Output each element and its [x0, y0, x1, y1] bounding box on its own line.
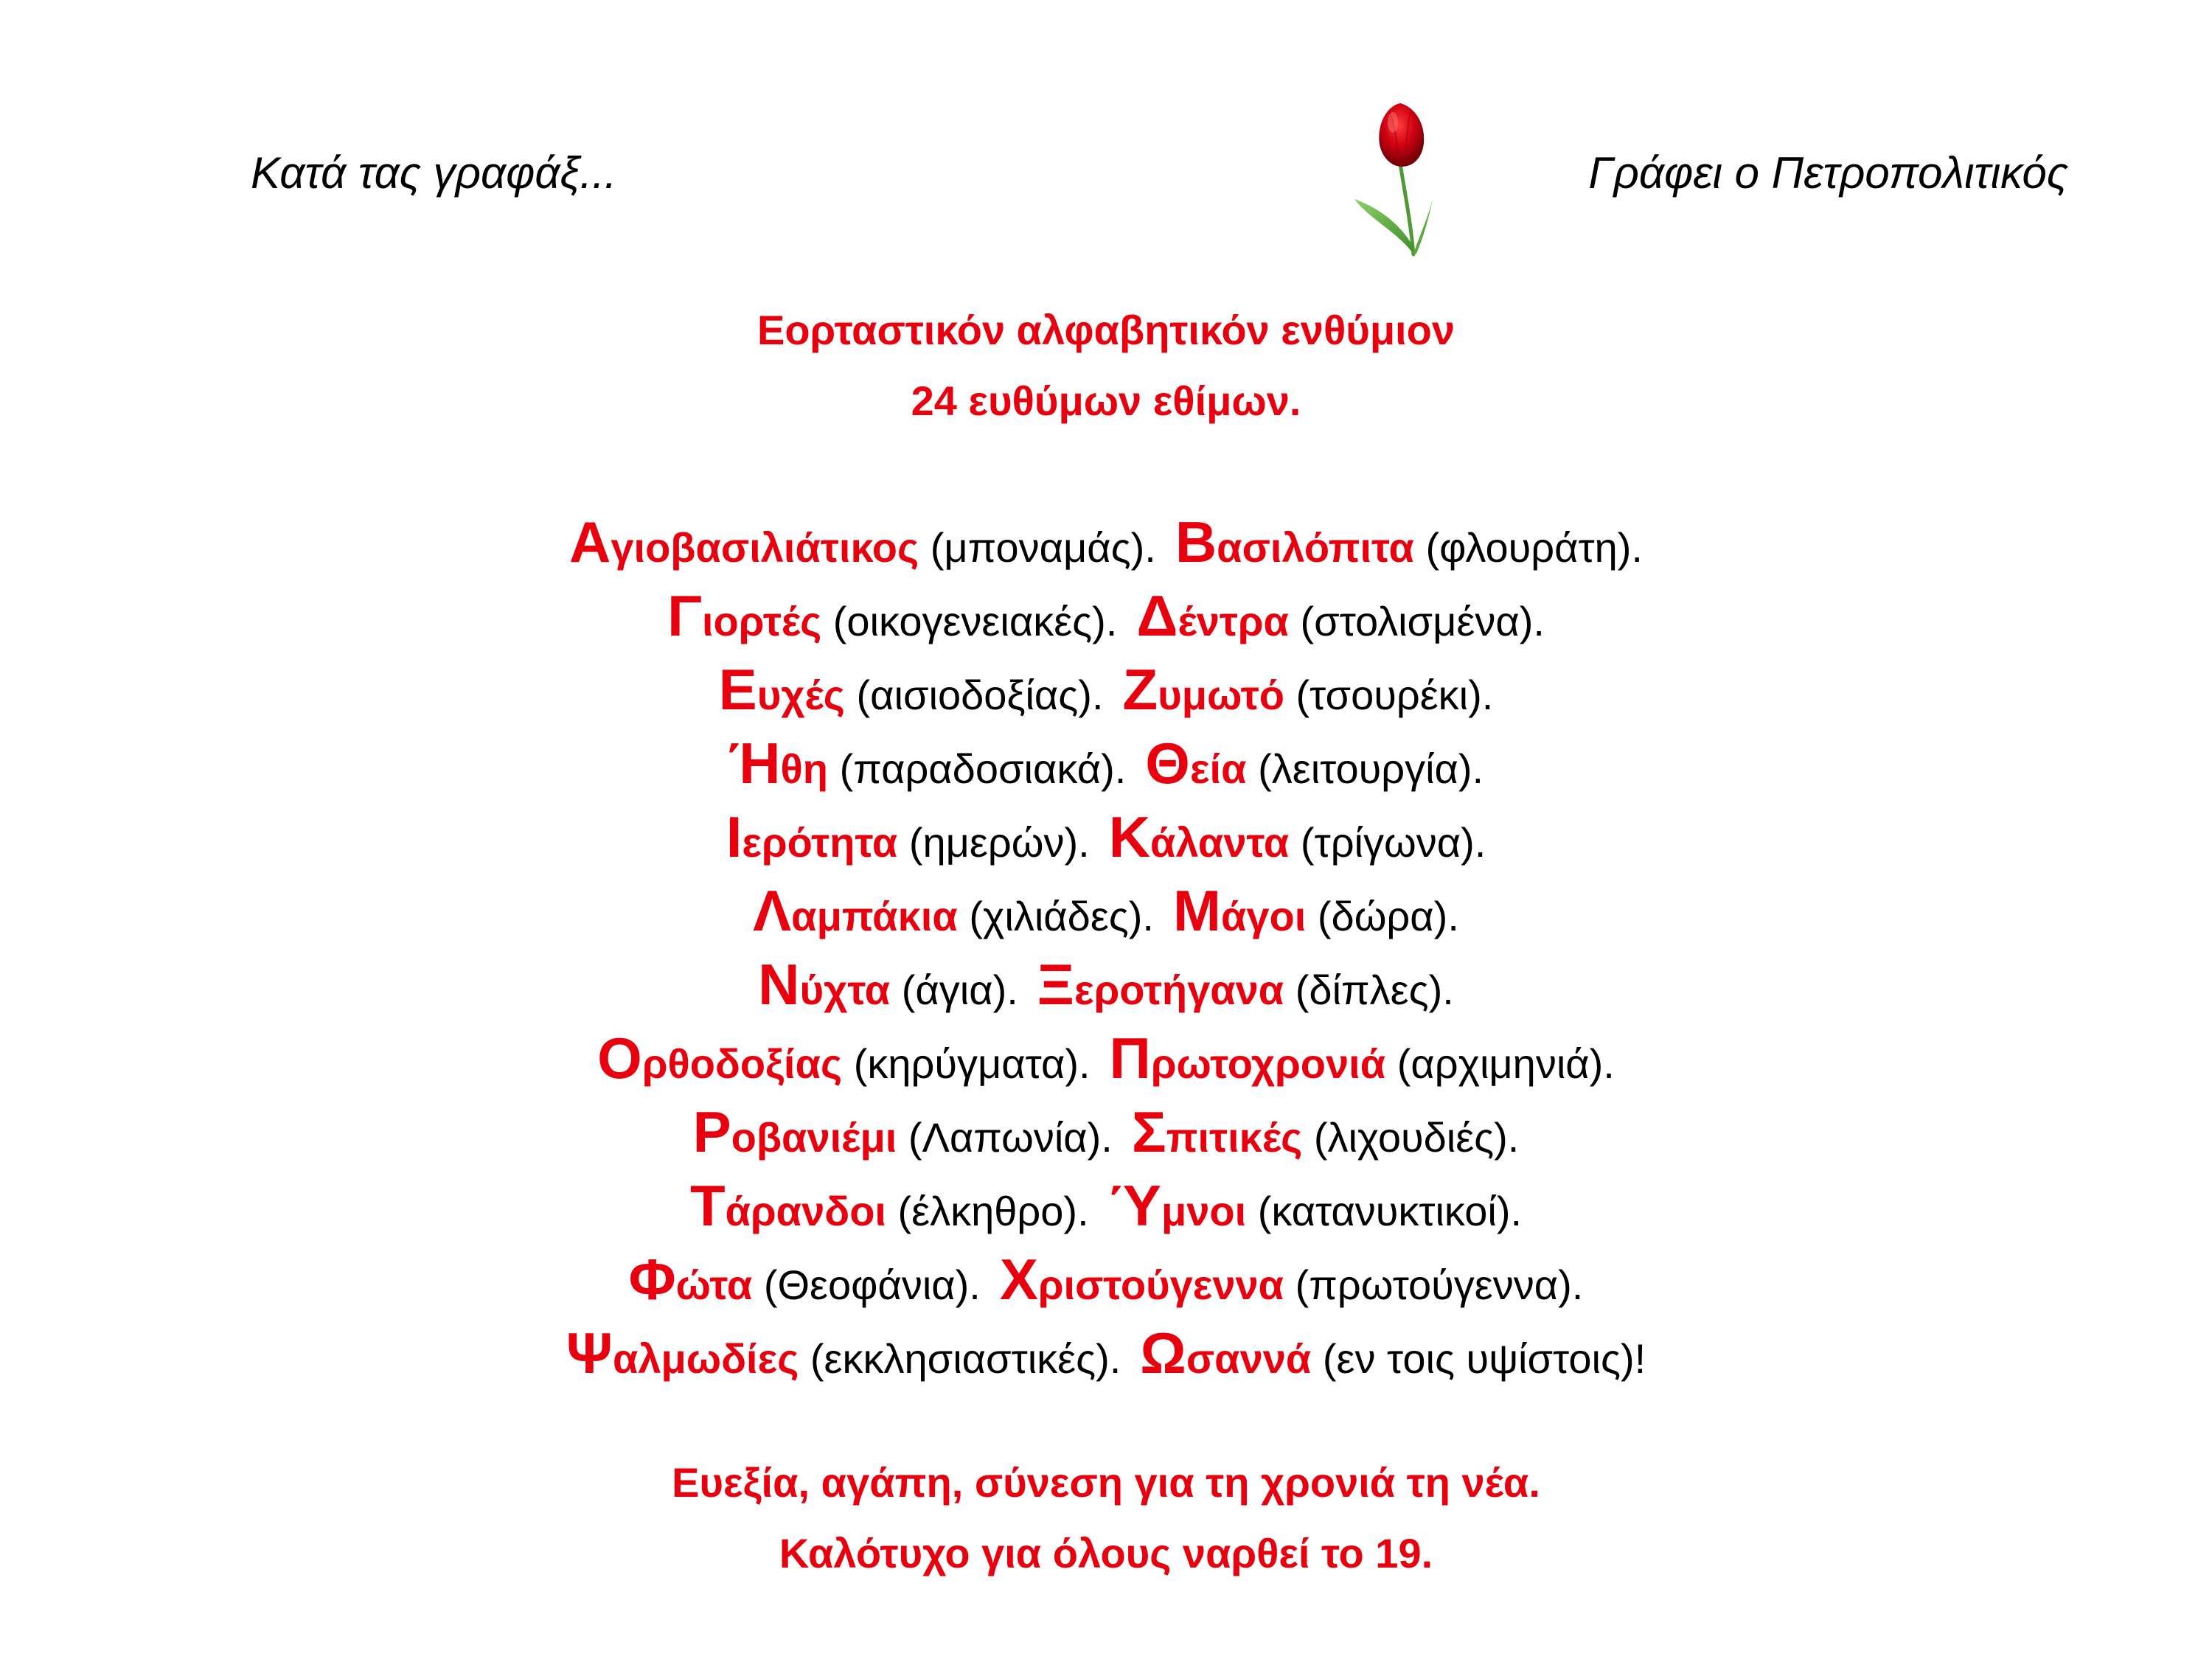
entry-word: άρανδοι — [725, 1188, 886, 1234]
entry-word: έντρα — [1178, 598, 1289, 644]
entry-word: θη — [780, 745, 829, 792]
entry-note: (οικογενειακές). — [832, 598, 1118, 644]
entry-note: (έλκηθρο). — [897, 1188, 1089, 1234]
entry-initial: Χ — [999, 1247, 1038, 1312]
entry-initial: Σ — [1131, 1099, 1166, 1164]
closing-line-1: Ευεξία, αγάπη, σύνεση για τη χρονιά τη νέα. — [672, 1459, 1540, 1506]
entry-note: (λειτουργία). — [1258, 745, 1484, 792]
entry-line — [0, 726, 2212, 800]
entry-note: (εκκλησιαστικές). — [810, 1335, 1121, 1382]
entry — [1175, 509, 1643, 574]
entry-note: (παραδοσιακά). — [839, 745, 1127, 792]
red-tulip-icon — [1346, 96, 1456, 258]
entry-note: (φλουράτη). — [1425, 524, 1643, 571]
entry — [1037, 952, 1454, 1017]
entry — [667, 583, 1118, 648]
header-right-text: Γράφει ο Πετροπολιτικός — [1588, 148, 2068, 198]
entry-initial: Ρ — [692, 1099, 731, 1164]
entry-line — [0, 505, 2212, 579]
entry — [1108, 804, 1486, 869]
closing-line-2: Καλότυχο για όλους ναρθεί το 19. — [779, 1530, 1433, 1576]
entry-word: άλαντα — [1150, 819, 1290, 866]
entry-initial: Λ — [753, 878, 792, 943]
entry — [728, 731, 1127, 796]
entry — [1131, 1099, 1520, 1164]
entry — [628, 1247, 981, 1312]
entry-word: σαννά — [1186, 1335, 1312, 1382]
entry-initial: Ύ — [1107, 1173, 1161, 1238]
entry-initial: Ψ — [566, 1321, 613, 1385]
entry-initial: Δ — [1136, 583, 1178, 648]
entry-initial: Φ — [628, 1247, 676, 1312]
entry — [1109, 1026, 1615, 1091]
entry-word: υμωτό — [1158, 672, 1284, 718]
entry-word: αλμωδίες — [612, 1335, 799, 1382]
entry-initial: Ν — [758, 952, 800, 1017]
entry — [692, 1099, 1113, 1164]
entry-word: υχές — [757, 672, 845, 718]
entry — [1145, 731, 1484, 796]
entry-initial: Ξ — [1037, 952, 1074, 1017]
entry — [726, 804, 1090, 869]
entry-word: ιορτές — [701, 598, 822, 644]
entry-word: ύχτα — [799, 967, 891, 1013]
entry-note: (τρίγωνα). — [1300, 819, 1486, 866]
entry — [753, 878, 1154, 943]
entry-initial: Ο — [597, 1026, 642, 1091]
entry-word: μνοι — [1161, 1188, 1247, 1234]
entry — [1136, 583, 1545, 648]
entry-initial: Ω — [1140, 1321, 1186, 1385]
entry — [1122, 657, 1494, 722]
entry — [689, 1173, 1089, 1238]
entry — [1173, 878, 1459, 943]
entry-word: γιοβασιλιάτικος — [611, 524, 919, 571]
title-line-1: Εορταστικόν αλφαβητικόν ενθύμιον — [757, 307, 1455, 353]
entry-note: (δίπλες). — [1295, 967, 1454, 1013]
entry — [1140, 1321, 1646, 1385]
entry-note: (τσουρέκι). — [1295, 672, 1494, 718]
entry-note: (κατανυκτικοί). — [1257, 1188, 1523, 1234]
entry-word: ρωτοχρονιά — [1150, 1040, 1386, 1087]
entry-initial: Ή — [728, 731, 781, 796]
entry-note: (Λαπωνία). — [908, 1114, 1113, 1161]
entry-word: αμπάκια — [791, 893, 958, 939]
entry-line — [0, 1242, 2212, 1316]
entry-line — [0, 874, 2212, 947]
entry-line — [0, 1169, 2212, 1242]
entry-initial: Π — [1109, 1026, 1151, 1091]
entry-initial: Μ — [1173, 878, 1221, 943]
entry-word: ρθοδοξίας — [641, 1040, 843, 1087]
entry-note: (αρχιμηνιά). — [1397, 1040, 1615, 1087]
entry-line — [0, 579, 2212, 653]
entry — [566, 1321, 1121, 1385]
entry-word: εία — [1189, 745, 1247, 792]
entry-line — [0, 653, 2212, 726]
entry-line — [0, 1095, 2212, 1169]
entry — [569, 509, 1156, 574]
entry-note: (κηρύγματα). — [853, 1040, 1091, 1087]
alphabet-entries — [0, 505, 2212, 1390]
title-line-2: 24 ευθύμων εθίμων. — [911, 378, 1301, 424]
entry — [1107, 1173, 1523, 1238]
entry — [597, 1026, 1091, 1091]
entry-initial: Β — [1175, 509, 1217, 574]
entry-word: οβανιέμι — [731, 1114, 897, 1161]
entry-word: ριστούγεννα — [1037, 1262, 1284, 1308]
entry-word: ερότητα — [742, 819, 898, 866]
entry-note: (Θεοφάνια). — [763, 1262, 981, 1308]
entry-line — [0, 947, 2212, 1021]
entry-line — [0, 1021, 2212, 1095]
entry-note: (ημερών). — [908, 819, 1090, 866]
main-content — [0, 295, 2212, 1589]
entry-word: ασιλόπιτα — [1217, 524, 1414, 571]
entry-note: (δώρα). — [1317, 893, 1459, 939]
entry — [718, 657, 1104, 722]
entry-word: άγοι — [1220, 893, 1307, 939]
entry — [758, 952, 1018, 1017]
entry-note: (άγια). — [901, 967, 1018, 1013]
entry-initial: Ε — [718, 657, 757, 722]
entry-word: εροτήγανα — [1074, 967, 1284, 1013]
entry-note: (λιχουδιές). — [1313, 1114, 1520, 1161]
entry-note: (χιλιάδες). — [969, 893, 1154, 939]
entry — [999, 1247, 1584, 1312]
entry-initial: Ζ — [1122, 657, 1158, 722]
entry-initial: Θ — [1145, 731, 1190, 796]
entry-note: (μποναμάς). — [930, 524, 1156, 571]
entry-note: (στολισμένα). — [1300, 598, 1545, 644]
entry-note: (εν τοις υψίστοις)! — [1322, 1335, 1646, 1382]
entry-word: πιτικές — [1166, 1114, 1303, 1161]
entry-note: (αισιοδοξίας). — [856, 672, 1104, 718]
header-left-text: Κατά τας γραφάξ... — [251, 148, 617, 198]
entry-initial: Κ — [1108, 804, 1151, 869]
entry-line — [0, 1316, 2212, 1390]
entry-initial: Γ — [667, 583, 702, 648]
entry-word: ώτα — [675, 1262, 753, 1308]
entry-initial: Α — [569, 509, 611, 574]
entry-initial: Τ — [689, 1173, 726, 1238]
entry-note: (πρωτούγεννα). — [1295, 1262, 1584, 1308]
entry-initial: Ι — [726, 804, 742, 869]
entry-line — [0, 800, 2212, 874]
